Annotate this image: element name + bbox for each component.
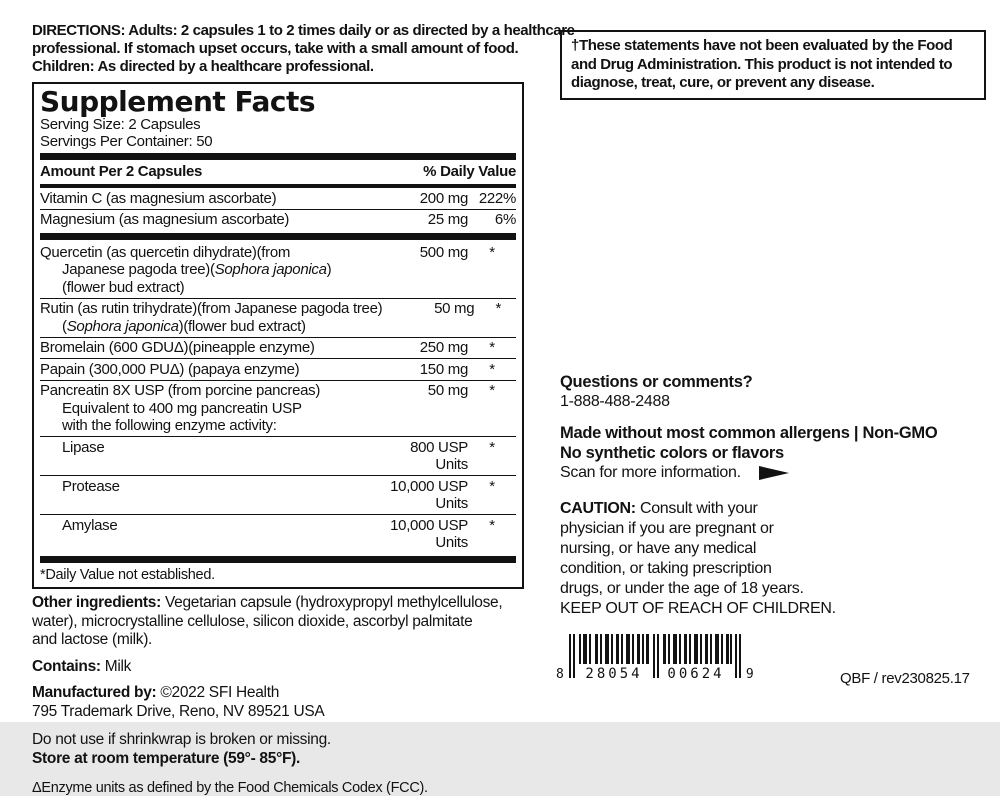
barcode-left-digit: 8 — [556, 667, 564, 682]
claims-block — [560, 423, 937, 483]
questions-block — [560, 372, 752, 412]
right-arrow-icon — [759, 466, 789, 480]
revision-code: QBF / rev230825.17 — [840, 670, 970, 687]
table-row-bromelain: Bromelain (600 GDUΔ)(pineapple enzyme) 250 mg * — [40, 339, 495, 356]
caution-lead: CAUTION: — [560, 500, 636, 517]
table-header — [40, 162, 516, 182]
phone-number: 1-888-488-2488 — [560, 393, 670, 410]
supplement-facts-title: Supplement Facts — [40, 85, 316, 118]
upc-barcode — [556, 634, 754, 682]
barcode-group2: 00624 — [667, 666, 725, 682]
table-row-papain: Papain (300,000 PUΔ) (papaya enzyme) 150 mg * — [40, 360, 495, 378]
servings-per-container: Servings Per Container: 50 — [40, 132, 213, 150]
left-column — [32, 22, 575, 796]
directions-line: professional. If stomach upset occurs, take with a small amount of food. — [32, 40, 519, 57]
table-row-lipase: Lipase 800 USP Units * — [62, 438, 495, 473]
other-ingredients-lead: Other ingredients: — [32, 594, 161, 611]
storage-instructions: Store at room temperature (59°- 85°F). — [32, 749, 301, 767]
daily-value-footnote: *Daily Value not established. — [40, 567, 215, 583]
scan-info-line: Scan for more information. — [560, 463, 937, 483]
no-synthetic-claim: No synthetic colors or flavors — [560, 444, 784, 462]
directions-text — [32, 22, 575, 76]
fda-disclaimer-box: †These statements have not been evaluated by the Food and Drug Administration. This product is not intended to diagnose, treat, cure, or prevent any disease. — [560, 30, 986, 100]
table-row-protease: Protease 10,000 USP Units * — [62, 477, 495, 512]
contains-statement: Contains: Milk — [32, 657, 132, 675]
manufacturer-info: Manufactured by: ©2022 SFI Health 795 Trademark Drive, Reno, NV 89521 USA — [32, 684, 524, 721]
manufacturer-address: 795 Trademark Drive, Reno, NV 89521 USA — [32, 702, 325, 720]
table-row-amylase: Amylase 10,000 USP Units * — [62, 516, 495, 551]
directions-line: DIRECTIONS: Adults: 2 capsules 1 to 2 times daily or as directed by a healthcare — [32, 22, 575, 39]
table-row-rutin: Rutin (as rutin trihydrate)(from Japanese pagoda tree) (Sophora japonica)(flower bud extract) 50 mg * — [40, 300, 502, 335]
divider-thick — [40, 153, 516, 160]
table-row-magnesium: Magnesium (as magnesium ascorbate) 25 mg 6% — [40, 211, 516, 228]
column-dv-header: % Daily Value — [423, 163, 516, 180]
divider-thick — [40, 556, 516, 563]
table-row-quercetin: Quercetin (as quercetin dihydrate)(from Japanese pagoda tree)(Sophora japonica) (flower bud extract) 500 mg * — [40, 243, 495, 296]
barcode-bars — [569, 634, 741, 682]
contains-lead: Contains: — [32, 657, 101, 675]
table-row-pancreatin: Pancreatin 8X USP (from porcine pancreas) Equivalent to 400 mg pancreatin USP with the following enzyme activity: 50 mg * — [40, 382, 495, 434]
other-ingredients: Other ingredients: Vegetarian capsule (hydroxypropyl methylcellulose, water), microcrystalline cellulose, silicon dioxide, ascorbyl palmitate and lactose (milk). — [32, 594, 503, 648]
questions-title: Questions or comments? — [560, 373, 753, 391]
allergen-claim: Made without most common allergens | Non-GMO — [560, 424, 938, 442]
divider-thick — [40, 233, 516, 240]
serving-size: Serving Size: 2 Capsules — [40, 116, 201, 133]
barcode-right-digit: 9 — [745, 667, 754, 682]
manufactured-by-lead: Manufactured by: — [32, 684, 157, 701]
table-row-vitamin-c: Vitamin C (as magnesium ascorbate) 200 mg 222% — [40, 189, 516, 207]
barcode-group1: 28054 — [585, 666, 643, 682]
supplement-facts-panel — [32, 82, 524, 589]
enzyme-units-note: ΔEnzyme units as defined by the Food Chemicals Codex (FCC). — [32, 780, 428, 796]
column-amount-header: Amount Per 2 Capsules — [40, 163, 203, 180]
directions-line: Children: As directed by a healthcare professional. — [32, 58, 374, 75]
shrinkwrap-warning: Do not use if shrinkwrap is broken or missing. — [32, 731, 331, 748]
caution-block: CAUTION: Consult with your physician if you are pregnant or nursing, or have any medical condition, or taking prescription drugs, or under the age of 18 years. KEEP OUT OF REACH OF CHILDREN. — [560, 500, 836, 617]
